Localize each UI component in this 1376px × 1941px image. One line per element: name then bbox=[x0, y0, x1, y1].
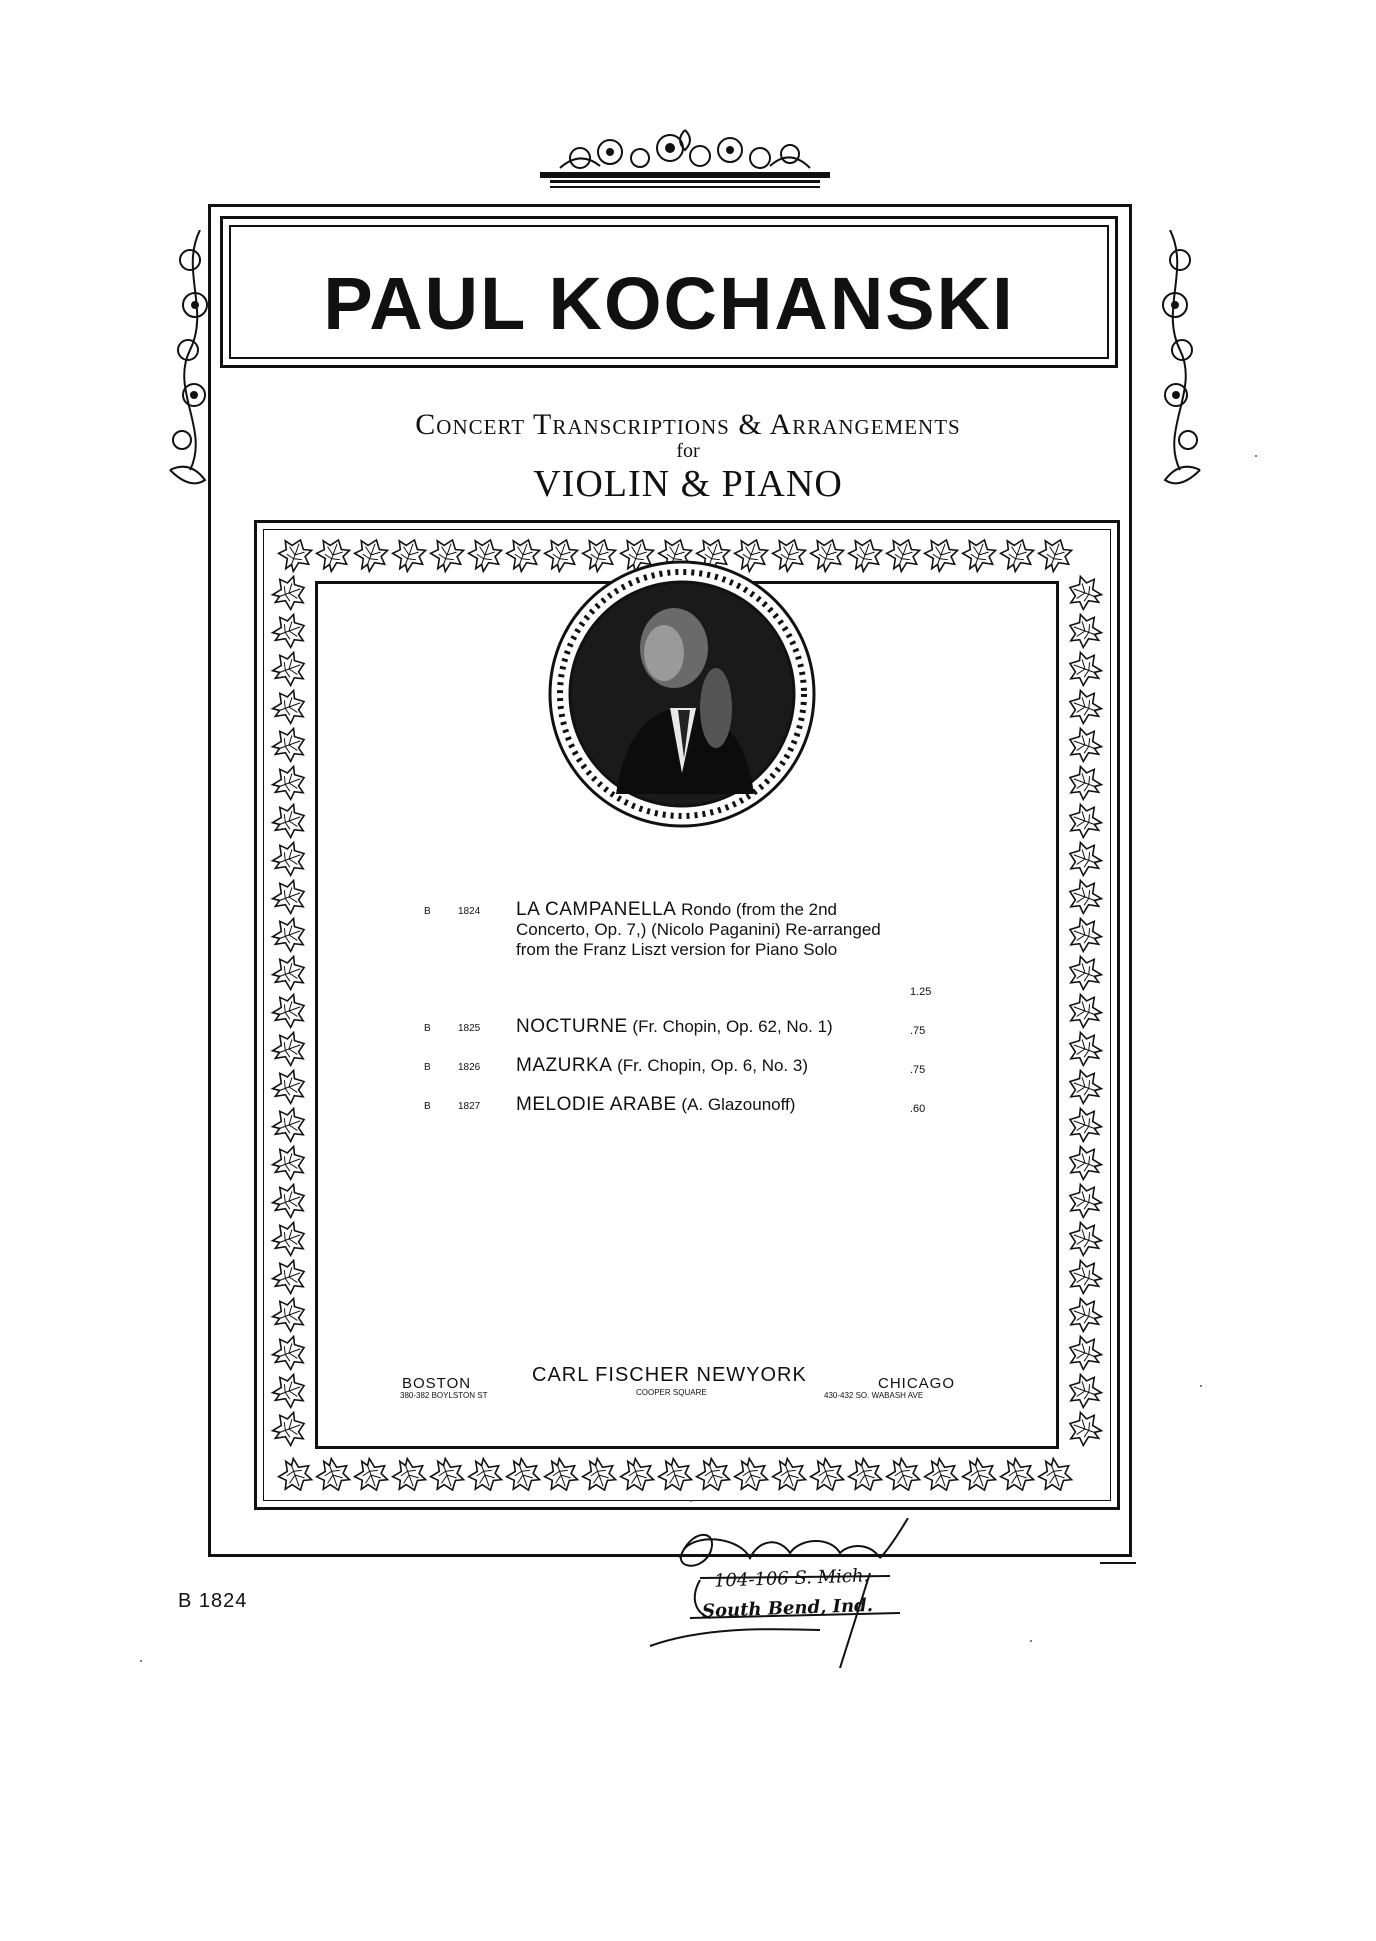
leaf-icon bbox=[882, 534, 923, 575]
catalog-detail: (Fr. Chopin, Op. 6, No. 3) bbox=[617, 1056, 808, 1075]
leaf-icon bbox=[1064, 1028, 1105, 1069]
leaf-icon bbox=[882, 1454, 923, 1495]
leaf-icon bbox=[578, 1454, 619, 1495]
stamp-address: 104-106 S. Mich. bbox=[713, 1565, 870, 1592]
catalog-prefix: B bbox=[424, 1023, 431, 1034]
subtitle-transcriptions: Concert Transcriptions & Arrangements bbox=[415, 408, 961, 441]
catalog-entry bbox=[516, 1095, 906, 1115]
leaf-icon bbox=[844, 1454, 885, 1495]
leaf-icon bbox=[844, 534, 885, 575]
leaf-icon bbox=[274, 1454, 315, 1495]
catalog-title: NOCTURNE bbox=[516, 1016, 628, 1037]
catalog-number: 1827 bbox=[458, 1101, 481, 1112]
leaf-icon bbox=[350, 1454, 391, 1495]
leaf-icon bbox=[1064, 1370, 1105, 1411]
leaf-icon bbox=[268, 648, 309, 689]
leaf-icon bbox=[268, 914, 309, 955]
leaf-icon bbox=[920, 534, 961, 575]
catalog-number: 1824 bbox=[458, 906, 481, 917]
leaf-icon bbox=[268, 1218, 309, 1259]
publisher-chicago-address: 430-432 SO. WABASH AVE bbox=[824, 1391, 924, 1400]
leaf-icon bbox=[268, 838, 309, 879]
leaf-icon bbox=[540, 1454, 581, 1495]
leaf-icon bbox=[268, 724, 309, 765]
paper-speck bbox=[1255, 455, 1257, 457]
paper-speck bbox=[1030, 1640, 1032, 1642]
leaf-icon bbox=[268, 876, 309, 917]
catalog-title: MELODIE ARABE bbox=[516, 1094, 677, 1115]
leaf-icon bbox=[1064, 876, 1105, 917]
leaf-icon bbox=[312, 534, 353, 575]
leaf-icon bbox=[388, 1454, 429, 1495]
leaf-icon bbox=[1064, 648, 1105, 689]
leaf-icon bbox=[502, 534, 543, 575]
catalog-price: .75 bbox=[910, 1025, 926, 1037]
leaf-icon bbox=[958, 1454, 999, 1495]
leaf-icon bbox=[268, 1370, 309, 1411]
leaf-icon bbox=[268, 1408, 309, 1449]
catalog-detail: (A. Glazounoff) bbox=[681, 1095, 796, 1114]
leaf-icon bbox=[1064, 610, 1105, 651]
leaf-icon bbox=[268, 990, 309, 1031]
leaf-icon bbox=[312, 1454, 353, 1495]
leaf-icon bbox=[268, 1180, 309, 1221]
catalog-entry bbox=[516, 900, 906, 960]
leaf-icon bbox=[268, 1294, 309, 1335]
paper-speck bbox=[140, 1660, 142, 1662]
leaf-icon bbox=[268, 610, 309, 651]
catalog-detail: Rondo (from the 2nd Concerto, Op. 7,) (Nicolo Paganini) Re-arranged from the Franz Liszt version for Piano Solo bbox=[516, 900, 881, 959]
stamp-city: South Bend, Ind. bbox=[701, 1595, 874, 1622]
leaf-icon bbox=[768, 1454, 809, 1495]
leaf-icon bbox=[1064, 1180, 1105, 1221]
leaf-icon bbox=[996, 534, 1037, 575]
leaf-icon bbox=[1064, 990, 1105, 1031]
leaf-icon bbox=[426, 1454, 467, 1495]
stamp-signature-icon bbox=[640, 1518, 940, 1668]
leaf-icon bbox=[1064, 686, 1105, 727]
leaf-icon bbox=[1064, 1142, 1105, 1183]
leaf-icon bbox=[268, 1256, 309, 1297]
leaf-icon bbox=[616, 1454, 657, 1495]
catalog-detail: (Fr. Chopin, Op. 62, No. 1) bbox=[632, 1017, 833, 1036]
leaf-icon bbox=[1064, 1294, 1105, 1335]
page-title: PAUL KOCHANSKI bbox=[323, 262, 1015, 345]
catalog-price: 1.25 bbox=[910, 986, 932, 998]
leaf-icon bbox=[268, 1028, 309, 1069]
leaf-icon bbox=[1064, 1066, 1105, 1107]
leaf-icon bbox=[1064, 800, 1105, 841]
bottom-rule-tick bbox=[1100, 1562, 1136, 1564]
leaf-icon bbox=[920, 1454, 961, 1495]
leaf-icon bbox=[654, 1454, 695, 1495]
catalog-price: .60 bbox=[910, 1103, 926, 1115]
publisher-boston-address: 380-382 BOYLSTON ST bbox=[400, 1391, 488, 1400]
catalog-price: .75 bbox=[910, 1064, 926, 1076]
subtitle-instruments: VIOLIN & PIANO bbox=[533, 463, 843, 505]
leaf-icon bbox=[274, 534, 315, 575]
leaf-icon bbox=[1034, 1454, 1075, 1495]
leaf-icon bbox=[464, 1454, 505, 1495]
plate-number: B 1824 bbox=[178, 1590, 248, 1612]
leaf-icon bbox=[1064, 838, 1105, 879]
leaf-icon bbox=[996, 1454, 1037, 1495]
leaf-icon bbox=[268, 800, 309, 841]
leaf-icon bbox=[268, 1066, 309, 1107]
publisher-chicago: CHICAGO bbox=[878, 1375, 956, 1392]
subtitle-for: for bbox=[676, 440, 700, 462]
leaf-icon bbox=[806, 1454, 847, 1495]
leaf-icon bbox=[730, 1454, 771, 1495]
catalog-prefix: B bbox=[424, 1101, 431, 1112]
leaf-icon bbox=[1064, 572, 1105, 613]
leaf-icon bbox=[388, 534, 429, 575]
leaf-icon bbox=[1064, 724, 1105, 765]
leaf-icon bbox=[1064, 1332, 1105, 1373]
catalog-title: MAZURKA bbox=[516, 1055, 613, 1076]
paper-speck bbox=[1200, 1385, 1202, 1387]
catalog-entry bbox=[516, 1017, 906, 1037]
leaf-icon bbox=[268, 1332, 309, 1373]
leaf-icon bbox=[1064, 914, 1105, 955]
leaf-icon bbox=[1064, 762, 1105, 803]
catalog-number: 1826 bbox=[458, 1062, 481, 1073]
title-box bbox=[220, 216, 1118, 368]
leaf-icon bbox=[268, 952, 309, 993]
leaf-icon bbox=[1064, 1408, 1105, 1449]
leaf-icon bbox=[692, 1454, 733, 1495]
leaf-icon bbox=[464, 534, 505, 575]
portrait-medallion bbox=[546, 558, 818, 830]
publisher-name: CARL FISCHER NEWYORK bbox=[532, 1364, 807, 1386]
leaf-icon bbox=[350, 534, 391, 575]
leaf-icon bbox=[268, 1142, 309, 1183]
leaf-icon bbox=[426, 534, 467, 575]
leaf-icon bbox=[1034, 534, 1075, 575]
flower-basket-ornament bbox=[540, 128, 830, 198]
catalog-prefix: B bbox=[424, 1062, 431, 1073]
catalog-entry bbox=[516, 1056, 906, 1076]
leaf-icon bbox=[1064, 952, 1105, 993]
leaf-icon bbox=[958, 534, 999, 575]
catalog-number: 1825 bbox=[458, 1023, 481, 1034]
leaf-icon bbox=[502, 1454, 543, 1495]
paper-speck bbox=[690, 1500, 692, 1502]
leaf-icon bbox=[1064, 1256, 1105, 1297]
leaf-icon bbox=[268, 762, 309, 803]
catalog-prefix: B bbox=[424, 906, 431, 917]
publisher-ny-address: COOPER SQUARE bbox=[636, 1388, 707, 1397]
leaf-icon bbox=[1064, 1104, 1105, 1145]
catalog-title: LA CAMPANELLA bbox=[516, 899, 677, 920]
leaf-icon bbox=[268, 572, 309, 613]
leaf-icon bbox=[268, 1104, 309, 1145]
leaf-icon bbox=[1064, 1218, 1105, 1259]
leaf-icon bbox=[268, 686, 309, 727]
dealer-stamp bbox=[640, 1518, 940, 1668]
publisher-boston: BOSTON bbox=[402, 1375, 472, 1392]
